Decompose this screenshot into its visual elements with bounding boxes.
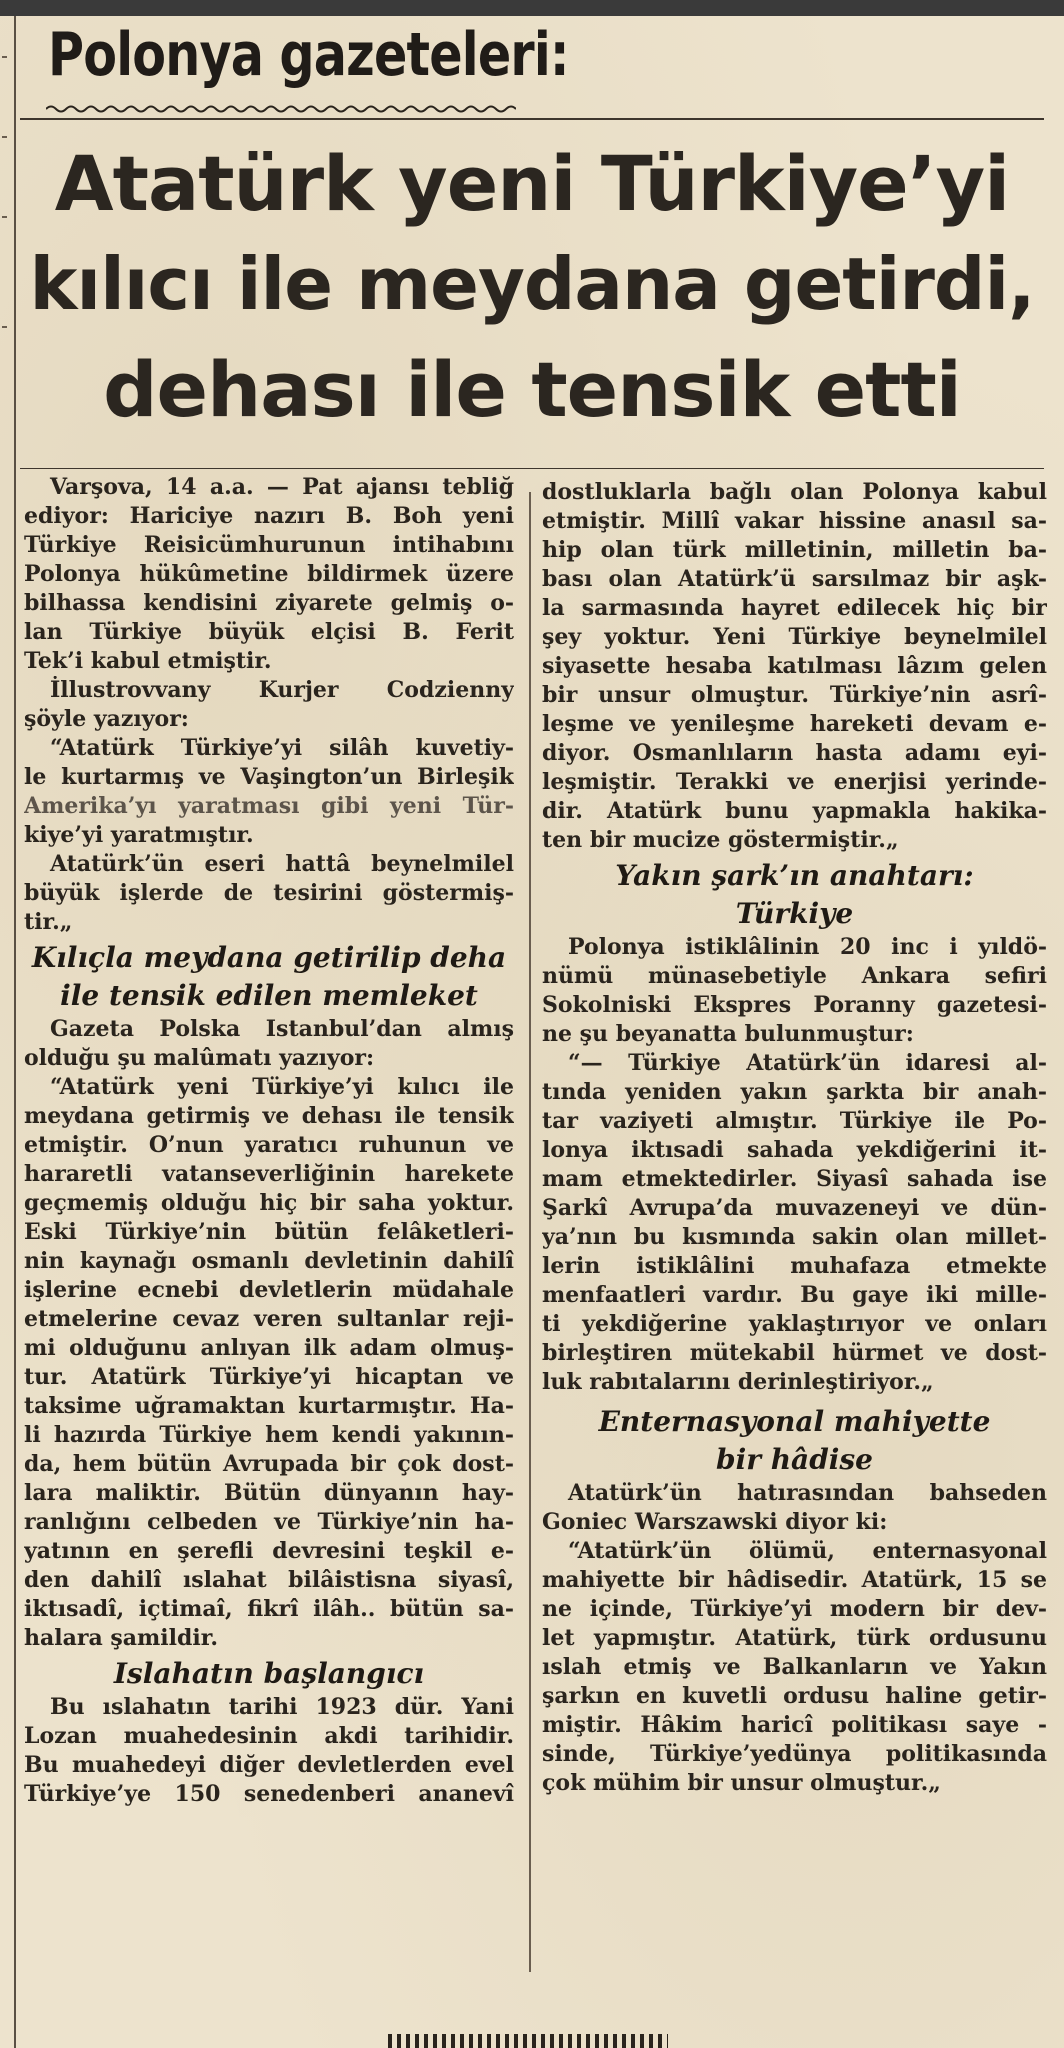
text-line: Varşova, 14 a.a. — Pat ajansı tebliğ — [50, 474, 514, 500]
right-subhead-2 — [542, 1403, 1047, 1479]
text-line: birleştiren mütekabil hürmet ve dost- — [542, 1340, 1047, 1366]
text-line: siyasette hesaba katılması lâzım gelen — [542, 653, 1047, 679]
text-line: ya’nın bu kısmında sakin olan millet- — [542, 1224, 1047, 1250]
text-line: leşme ve yenileşme hareketi devam e- — [542, 711, 1047, 737]
text-line: le kurtarmış ve Vaşington’un Birleşik — [24, 764, 514, 790]
text-line: kiye’yi yaratmıştır. — [24, 822, 254, 848]
text-line: Bu ıslahatın tarihi 1923 dür. Yani — [50, 1694, 514, 1720]
text-line: hip olan türk milletinin, milletin ba- — [542, 537, 1047, 563]
text-line: tar vaziyeti almıştır. Türkiye ile Po- — [542, 1108, 1047, 1134]
subhead-line: Kılıçla meydana getirilip deha — [31, 941, 507, 974]
text-line: dostluklarla bağlı olan Polonya kabul — [542, 479, 1047, 505]
text-line: bilhassa kendisini ziyarete gelmiş o- — [24, 590, 514, 616]
left-paragraphs-2 — [24, 1015, 514, 1653]
text-line: nümü münasebetiyle Ankara sefiri — [542, 963, 1047, 989]
text-line: yatının en şerefli devresini teşkil e- — [24, 1538, 514, 1564]
text-line: “Atatürk’ün ölümü, enternasyonal — [568, 1538, 1047, 1564]
left-subhead-1 — [24, 939, 514, 1015]
left-subhead-2 — [24, 1655, 514, 1693]
text-line: lonya iktısadi sahada yekdiğerini it- — [542, 1137, 1047, 1163]
text-line: Tek’i kabul etmiştir. — [24, 648, 272, 674]
text-line: ediyor: Hariciye nazırı B. Boh yeni — [24, 503, 514, 529]
text-line: etmelerine cevaz veren sultanlar reji- — [24, 1306, 514, 1332]
right-paragraphs-1 — [542, 478, 1047, 855]
text-line: tında yeniden yakın şarkta bir anah- — [542, 1079, 1047, 1105]
text-line: şarkın en kuvetli ordusu haline getir- — [542, 1683, 1047, 1709]
text-line: lerin istiklâlini muhafaza etmekte — [542, 1253, 1047, 1279]
text-line: “Atatürk yeni Türkiye’yi kılıcı ile — [50, 1074, 514, 1100]
text-line: Atatürk’ün hatırasından bahseden — [568, 1480, 1047, 1506]
text-line: Türkiye Reisicümhurunun intihabını — [24, 532, 514, 558]
text-line: da, hem bütün Avrupada bir çok dost- — [24, 1451, 514, 1477]
section-title: Polonya gazeteleri: — [48, 20, 569, 90]
text-line: meydana getirmiş ve dehası ile tensik — [24, 1103, 514, 1129]
text-line: büyük işlerde de tesirini göstermiş- — [24, 880, 514, 906]
text-line: etmiştir. O’nun yaratıcı ruhunun ve — [24, 1132, 514, 1158]
text-line: menfaatleri vardır. Bu gaye iki mille- — [542, 1282, 1047, 1308]
text-line: işlerine ecnebi devletlerin müdahale — [24, 1277, 514, 1303]
column-divider — [529, 492, 531, 1972]
subhead-line: Islahatın başlangıcı — [113, 1657, 425, 1690]
left-paragraphs-3 — [24, 1693, 514, 1809]
text-line: miştir. Hâkim haricî politikası saye - — [542, 1712, 1047, 1738]
text-line: bası olan Atatürk’ü sarsılmaz bir aşk- — [542, 566, 1047, 592]
text-line: iktısadî, içtimaî, fikrî ilâh.. bütün sa- — [24, 1596, 514, 1622]
text-line: Eski Türkiye’nin bütün felâketleri- — [24, 1219, 514, 1245]
subhead-line: Enternasyonal mahiyette — [598, 1405, 991, 1438]
text-line: ti yekdiğerine yaklaştırıyor ve onları — [542, 1311, 1047, 1337]
text-line: taksime uğramaktan kurtarmıştır. Ha- — [24, 1393, 514, 1419]
text-line: ne şu beyanatta bulunmuştur: — [542, 1021, 914, 1047]
headline-line-1: Atatürk yeni Türkiye’yi — [54, 139, 1010, 228]
text-line: hararetli vatanseverliğinin harekete — [24, 1161, 514, 1187]
right-paragraphs-2 — [542, 933, 1047, 1397]
text-line: Polonya hükûmetine bildirmek üzere — [24, 561, 514, 587]
text-line: luk rabıtalarını derinleştiriyor.„ — [542, 1369, 934, 1395]
text-line: halara şamildir. — [24, 1625, 218, 1651]
text-line: la sarmasında hayret edilecek hiç bir — [542, 595, 1047, 621]
text-line: lara maliktir. Bütün dünyanın hay- — [24, 1480, 514, 1506]
text-line: let yapmıştır. Atatürk, türk ordusunu — [542, 1625, 1047, 1651]
text-line: mi olduğunu anlıyan ilk adam olmuş- — [24, 1335, 514, 1361]
text-line: çok mühim bir unsur olmuştur.„ — [542, 1770, 941, 1796]
text-line: Şarkî Avrupa’da muvazeneyi ve dün- — [542, 1195, 1047, 1221]
text-line: li hazırda Türkiye hem kendi yakının- — [24, 1422, 514, 1448]
text-line: ten bir mucize göstermiştir.„ — [542, 827, 899, 853]
right-column — [542, 478, 1047, 1798]
text-line: Polonya istiklâlinin 20 inc i yıldö- — [568, 934, 1047, 960]
text-line: ne içinde, Türkiye’yi modern bir dev- — [542, 1596, 1047, 1622]
text-line: lan Türkiye büyük elçisi B. Ferit — [24, 619, 514, 645]
text-line: Lozan muahedesinin akdi tarihidir. — [24, 1723, 514, 1749]
left-column — [24, 473, 514, 1809]
left-column-rule — [14, 16, 16, 2048]
text-line: leşmiştir. Terakki ve enerjisi yerinde- — [542, 769, 1047, 795]
text-line: şöyle yazıyor: — [24, 706, 189, 732]
text-line: mam etmektedirler. Siyasî sahada ise — [542, 1166, 1047, 1192]
subhead-line: bir hâdise — [715, 1443, 873, 1476]
text-line: Amerika’yı yaratması gibi yeni Tür- — [24, 793, 514, 819]
headline-bottom-rule — [20, 468, 1044, 469]
text-line: Atatürk’ün eseri hattâ beynelmilel — [50, 851, 514, 877]
right-subhead-1 — [542, 857, 1047, 933]
text-line: etmiştir. Millî vakar hissine anasıl sa- — [542, 508, 1047, 534]
text-line: ıslah etmiş ve Balkanların ve Yakın — [542, 1654, 1047, 1680]
bottom-print-marks — [388, 2034, 668, 2048]
text-line: olduğu şu malûmatı yazıyor: — [24, 1045, 375, 1071]
headline-top-rule — [20, 118, 1044, 120]
text-line: bir unsur olmuştur. Türkiye’nin asrî- — [542, 682, 1047, 708]
top-border — [0, 0, 1064, 16]
text-line: şey yoktur. Yeni Türkiye beynelmilel — [542, 624, 1047, 650]
text-line: nin kaynağı osmanlı devletinin dahilî — [24, 1248, 514, 1274]
text-line: Gazeta Polska Istanbul’dan almış — [50, 1016, 514, 1042]
text-line: Bu muahedeyi diğer devletlerden evel — [24, 1752, 514, 1778]
subhead-line: Türkiye — [735, 897, 854, 930]
text-line: mahiyette bir hâdisedir. Atatürk, 15 se — [542, 1567, 1047, 1593]
headline-line-3: dehası ile tensik etti — [103, 345, 961, 434]
text-line: sinde, Türkiye’yedünya politikasında — [542, 1741, 1047, 1767]
text-line: geçmemiş olduğu hiç bir saha yoktur. — [24, 1190, 514, 1216]
newspaper-clipping — [0, 16, 1064, 2048]
left-margin-marks — [0, 16, 12, 2048]
text-line: Goniec Warszawski diyor ki: — [542, 1509, 888, 1535]
text-line: tur. Atatürk Türkiye’yi hicaptan ve — [24, 1364, 514, 1390]
text-line: tir.„ — [24, 909, 73, 935]
left-paragraphs-1 — [24, 473, 514, 937]
subhead-line: Yakın şark’ın anahtarı: — [615, 859, 974, 892]
wavy-underline — [46, 104, 516, 114]
right-paragraphs-3 — [542, 1479, 1047, 1798]
subhead-line: ile tensik edilen memleket — [60, 979, 478, 1012]
text-line: ranlığını celbeden ve Türkiye’nin ha- — [24, 1509, 514, 1535]
text-line: İllustrovvany Kurjer Codzienny — [50, 677, 514, 703]
text-line: dir. Atatürk bunu yapmakla hakika- — [542, 798, 1047, 824]
text-line: den dahilî ıslahat bilâistisna siyasî, — [24, 1567, 514, 1593]
text-line: “Atatürk Türkiye’yi silâh kuvetiy- — [50, 735, 514, 761]
headline-line-2: kılıcı ile meydana getirdi, — [29, 242, 1035, 326]
text-line: diyor. Osmanlıların hasta adamı eyi- — [542, 740, 1047, 766]
text-line: “— Türkiye Atatürk’ün idaresi al- — [568, 1050, 1047, 1076]
text-line: Sokolniski Ekspres Poranny gazetesi- — [542, 992, 1047, 1018]
text-line: Türkiye’ye 150 senedenberi ananevî — [24, 1781, 514, 1807]
